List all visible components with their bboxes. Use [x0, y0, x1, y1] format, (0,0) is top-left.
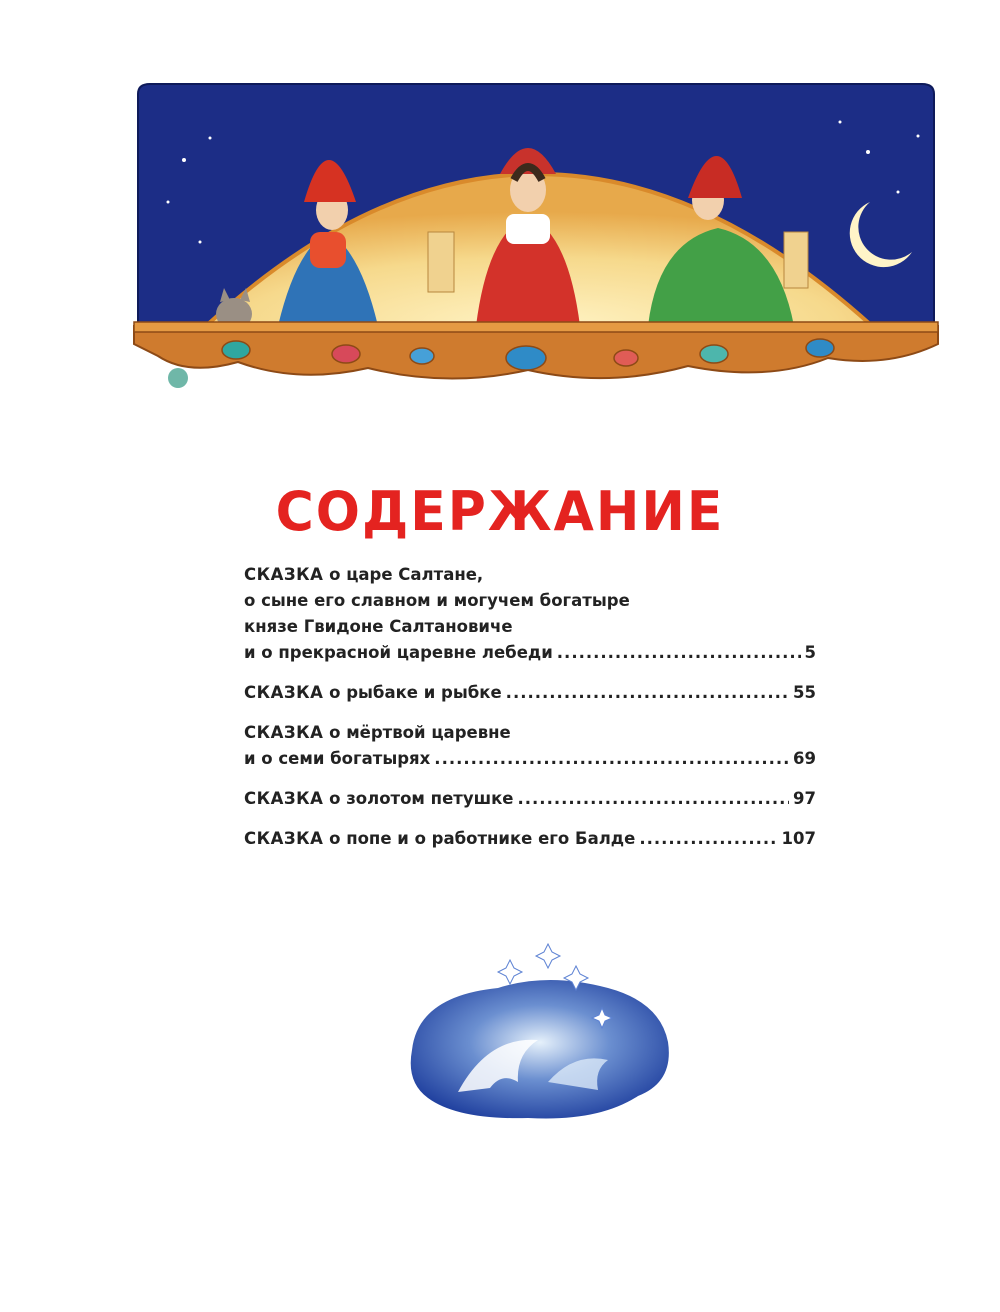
toc-line [244, 786, 816, 812]
table-of-contents [244, 562, 816, 866]
toc-text: о царе Салтане, [329, 565, 484, 584]
toc-line [244, 562, 816, 588]
toc-entry[interactable] [244, 720, 816, 772]
toc-entry[interactable] [244, 680, 816, 706]
toc-line [244, 746, 816, 772]
toc-line: князе Гвидоне Салтановиче [244, 617, 513, 636]
dot-leader [557, 640, 801, 666]
toc-line [244, 680, 816, 706]
sea-wave-stars-illustration [398, 932, 676, 1124]
toc-keyword: СКАЗКА [244, 723, 324, 742]
toc-page-number: 5 [804, 643, 816, 662]
toc-text: о мёртвой царевне [329, 723, 511, 742]
toc-text [244, 680, 502, 706]
toc-text: и о прекрасной царевне лебеди [244, 643, 553, 662]
toc-keyword: СКАЗКА [244, 683, 324, 702]
dot-leader [434, 746, 789, 772]
toc-keyword: СКАЗКА [244, 789, 324, 808]
page-title: СОДЕРЖАНИЕ [275, 480, 725, 544]
toc-line [244, 826, 816, 852]
toc-page-number: 107 [781, 829, 816, 848]
toc-entry[interactable] [244, 562, 816, 666]
toc-entry[interactable] [244, 826, 816, 852]
three-maidens-spinning-illustration [128, 82, 944, 398]
toc-line [244, 720, 816, 746]
toc-text: и о семи богатырях [244, 749, 431, 768]
toc-keyword: СКАЗКА [244, 829, 324, 848]
toc-page-number: 55 [793, 683, 816, 702]
toc-page-number: 69 [793, 749, 816, 768]
toc-title: о золотом петушке [329, 789, 514, 808]
toc-line: о сыне его славном и могучем богатыре [244, 591, 630, 610]
toc-title: о рыбаке и рыбке [329, 683, 502, 702]
toc-text [244, 826, 635, 852]
dot-leader [506, 680, 789, 706]
dot-leader [518, 786, 790, 812]
toc-text [244, 786, 514, 812]
toc-entry[interactable] [244, 786, 816, 812]
toc-page-number: 97 [793, 789, 816, 808]
toc-keyword: СКАЗКА [244, 565, 324, 584]
dot-leader [639, 826, 777, 852]
toc-title: о попе и о работнике его Балде [329, 829, 636, 848]
toc-line [244, 640, 816, 666]
